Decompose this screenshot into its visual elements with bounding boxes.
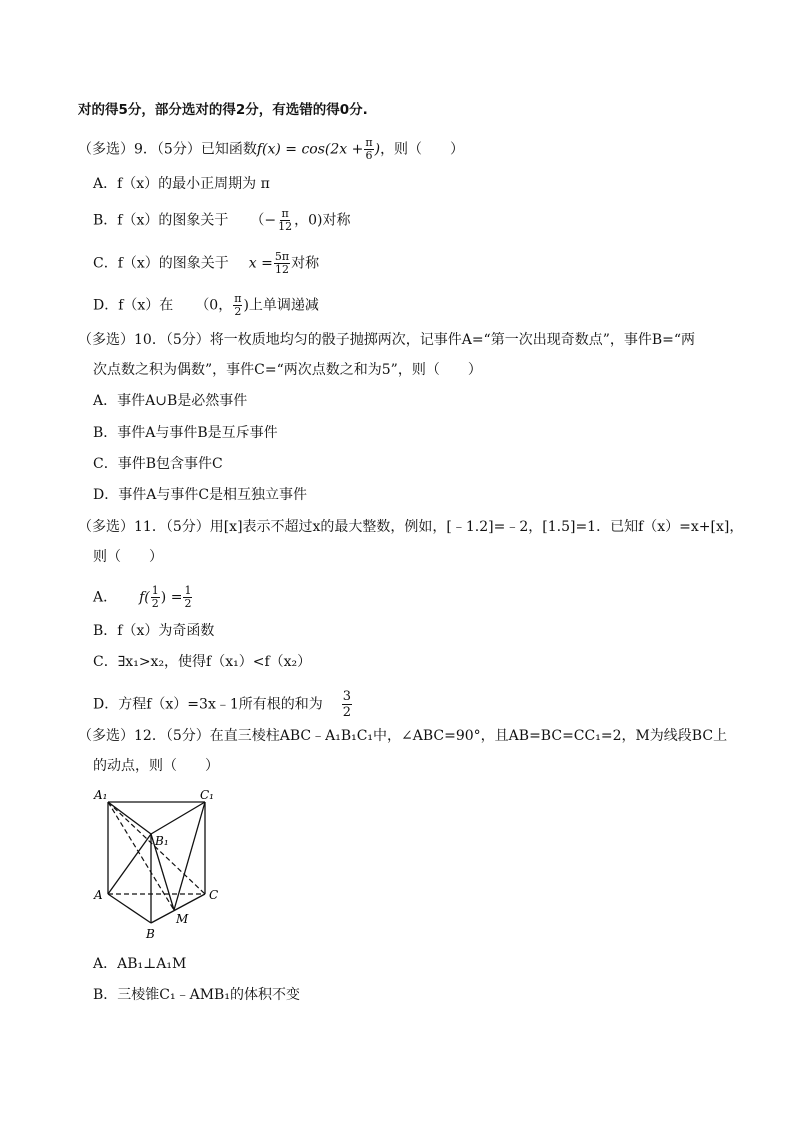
q11-option-b: B．f（x）为奇函数 bbox=[93, 623, 215, 639]
option-math: （− bbox=[250, 212, 277, 229]
edge-ab bbox=[108, 894, 151, 923]
fraction-one-half-result: $\frac{1}{2}$ bbox=[184, 584, 192, 610]
question-10-line1: （多选）10．（5分）将一枚质地均匀的骰子抛掷两次，记事件A=“第一次出现奇数点”，事件B=“两 bbox=[78, 332, 696, 348]
q9-option-a: A．f（x）的最小正周期为 π bbox=[93, 176, 270, 192]
question-11-line1: （多选）11．（5分）用[x]表示不超过x的最大整数，例如，[﹣1.2]=﹣2，[1.5]=1．已知f（x）=x+[x]， bbox=[78, 519, 744, 535]
option-equals: ) = bbox=[160, 589, 183, 606]
option-text: D．f（x）在 bbox=[93, 297, 174, 314]
question-12-line2: 的动点，则（ ） bbox=[93, 758, 219, 774]
fraction-three-halves: $\frac{3}{2}$ bbox=[342, 689, 352, 720]
option-math: f( bbox=[139, 589, 150, 606]
option-text: C．f（x）的图象关于 bbox=[93, 255, 229, 272]
fraction-5pi-over-12: $\frac{5\pi}{12}$ bbox=[274, 250, 290, 276]
label-b: B bbox=[146, 927, 155, 941]
prism-figure bbox=[88, 785, 228, 945]
segment-a1c-hidden bbox=[108, 802, 205, 894]
fraction-pi-over-6: $\frac{\pi}{6}$ bbox=[365, 136, 373, 162]
q10-option-b: B．事件A与事件B是互斥事件 bbox=[93, 425, 278, 441]
option-text: D．方程f（x）=3x﹣1所有根的和为 bbox=[93, 696, 323, 713]
label-b1: B₁ bbox=[155, 834, 169, 848]
option-math-end: ，0)对称 bbox=[294, 212, 351, 229]
option-label: A． bbox=[93, 589, 118, 606]
label-a1: A₁ bbox=[94, 788, 108, 802]
option-end: )上单调递减 bbox=[243, 297, 319, 314]
option-text: B．f（x）的图象关于 bbox=[93, 212, 229, 229]
label-c: C bbox=[209, 888, 219, 902]
instruction-text: 对的得5分，部分选对的得2分，有选错的得0分. bbox=[78, 102, 368, 118]
q9-option-d bbox=[93, 293, 319, 318]
stem-text: 已知函数 bbox=[200, 141, 257, 158]
question-9-stem bbox=[78, 137, 464, 162]
fraction-pi-over-12: $\frac{\pi}{12}$ bbox=[278, 207, 293, 233]
q11-option-a bbox=[93, 585, 193, 610]
fraction-pi-over-2: $\frac{\pi}{2}$ bbox=[234, 292, 242, 318]
question-12-line1: （多选）12．（5分）在直三棱柱ABC﹣A₁B₁C₁中，∠ABC=90°，且AB=BC=CC₁=2，M为线段BC上 bbox=[78, 728, 728, 744]
function-expression: f(x) = cos(2x + bbox=[256, 141, 364, 158]
question-11-line2: 则（ ） bbox=[93, 549, 163, 565]
fraction-one-half: $\frac{1}{2}$ bbox=[151, 584, 159, 610]
label-m: M bbox=[176, 912, 189, 926]
function-close: ) bbox=[374, 141, 381, 158]
label-a: A bbox=[94, 888, 103, 902]
segment-ab1 bbox=[108, 834, 151, 894]
stem-end: ，则（ ） bbox=[380, 141, 465, 158]
question-tag: （多选）9．（5分） bbox=[78, 141, 201, 158]
edge-a1b1 bbox=[108, 802, 151, 834]
label-c1: C₁ bbox=[200, 788, 214, 802]
q9-option-b bbox=[93, 208, 350, 233]
q10-option-c: C．事件B包含事件C bbox=[93, 456, 223, 472]
option-math: （0， bbox=[195, 297, 233, 314]
q9-option-c bbox=[93, 251, 319, 276]
q10-option-d: D．事件A与事件C是相互独立事件 bbox=[93, 487, 308, 503]
question-10-line2: 次点数之积为偶数”，事件C=“两次点数之和为5”，则（ ） bbox=[93, 362, 482, 378]
option-end: 对称 bbox=[291, 255, 320, 272]
q11-option-c: C．∃x₁>x₂，使得f（x₁）<f（x₂） bbox=[93, 654, 312, 670]
q12-option-a: A．AB₁⊥A₁M bbox=[93, 956, 187, 972]
q10-option-a: A．事件A∪B是必然事件 bbox=[93, 393, 248, 409]
option-math: x = bbox=[248, 255, 273, 272]
q11-option-d bbox=[93, 689, 353, 720]
q12-option-b: B．三棱锥C₁﹣AMB₁的体积不变 bbox=[93, 987, 300, 1003]
